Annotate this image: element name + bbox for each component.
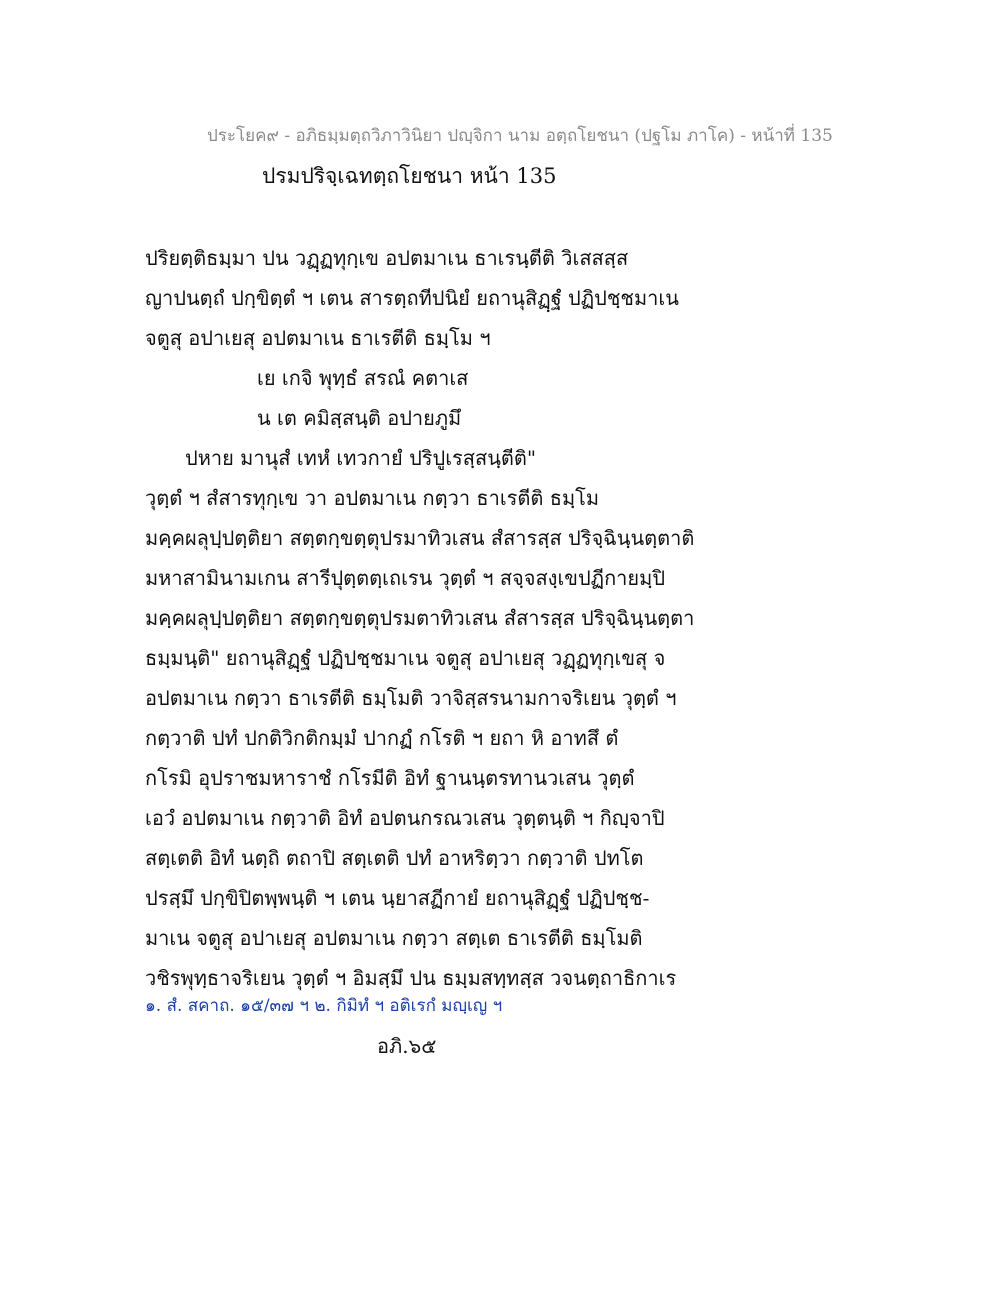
- verse-line: เย เกจิ พุทฺธํ สรณํ คตาเส: [257, 366, 469, 390]
- text-line: สตฺเตติ อิทํ นตฺถิ ตถาปิ สตฺเตติ ปทํ อาหริตฺวา กตฺวาติ ปทโต: [145, 846, 644, 870]
- body-text: [145, 238, 705, 998]
- text-line: เอวํ อปตมาเน กตฺวาติ อิทํ อปตนกรณวเสน วุตฺตนฺติ ฯ กิญฺจาปิ: [145, 806, 665, 830]
- text-line: มคฺคผลุปฺปตฺติยา สตฺตกฺขตฺตุปรมาทิวเสน สํสารสฺส ปริจฺฉินฺนตฺตาติ: [145, 526, 695, 550]
- text-line: วุตฺตํ ฯ สํสารทุกฺเข วา อปตมาเน กตฺวา ธาเรตีติ ธมฺโม: [145, 486, 600, 510]
- text-line: มหาสามินามเกน สารีปุตฺตตฺเถเรน วุตฺตํ ฯ สจฺจสงฺเขปฏีกายมฺปิ: [145, 566, 666, 590]
- text-line: อปตมาเน กตฺวา ธาเรตีติ ธมฺโมติ วาจิสฺสรนามกาจริเยน วุตฺตํ ฯ: [145, 686, 677, 710]
- text-line: ปรสฺมึ ปกฺขิปิตพฺพนฺติ ฯ เตน นฺยาสฏีกายํ ยถานุสิฏฺฐํ ปฏิปชฺช-: [145, 886, 650, 910]
- running-header: ประโยค๙ - อภิธมฺมตฺถวิภาวินิยา ปญฺจิกา นาม อตฺถโยชนา (ปฐโม ภาโค) - หน้าที่ 135: [207, 126, 833, 146]
- verse-line: น เต คมิสฺสนฺติ อปายภูมึ: [257, 406, 462, 430]
- text-line: จตูสุ อปาเยสุ อปตมาเน ธาเรตีติ ธมฺโม ฯ: [145, 326, 491, 350]
- text-line: วชิรพุทฺธาจริเยน วุตฺตํ ฯ อิมสฺมึ ปน ธมฺมสทฺทสฺส วจนตฺถาธิกาเร: [145, 966, 677, 990]
- text-line: ปริยตฺติธมฺมา ปน วฏฺฏทุกฺเข อปตมาเน ธาเรนฺตีติ วิเสสสฺส: [145, 246, 629, 270]
- verse-line: ปหาย มานุสํ เทหํ เทวกายํ ปริปูเรสฺสนฺตีติ": [185, 446, 537, 470]
- text-line: มาเน จตูสุ อปาเยสุ อปตมาเน กตฺวา สตฺเต ธาเรตีติ ธมฺโมติ: [145, 926, 643, 950]
- text-line: ธมฺมนฺติ" ยถานุสิฏฺฐํ ปฏิปชฺชมาเน จตูสุ อปาเยสุ วฏฺฏทุกฺเขสุ จ: [145, 646, 666, 670]
- chapter-title: ปรมปริจฺเฉทตฺถโยชนา หน้า 135: [262, 164, 557, 188]
- text-line: ญาปนตฺถํ ปกฺขิตฺตํ ฯ เตน สารตฺถทีปนิยํ ยถานุสิฏฺฐํ ปฏิปชฺชมาเน: [145, 286, 679, 310]
- page-code: อภิ.๖๕: [377, 1034, 437, 1058]
- footnote: ๑. สํ. สคาถ. ๑๕/๓๗ ฯ ๒. กิมิทํ ฯ อติเรกํ มญฺเญ ฯ: [145, 996, 503, 1016]
- text-line: กโรมิ อุปราชมหาราชํ กโรมีติ อิทํ ฐานนฺตรทานวเสน วุตฺตํ: [145, 766, 635, 790]
- text-line: มคฺคผลุปฺปตฺติยา สตฺตกฺขตฺตุปรมตาทิวเสน สํสารสฺส ปริจฺฉินฺนตฺตา: [145, 606, 695, 630]
- text-line: กตฺวาติ ปทํ ปกติวิกติกมฺมํ ปากฏํ กโรติ ฯ ยถา หิ อาทสึ ตํ: [145, 726, 619, 750]
